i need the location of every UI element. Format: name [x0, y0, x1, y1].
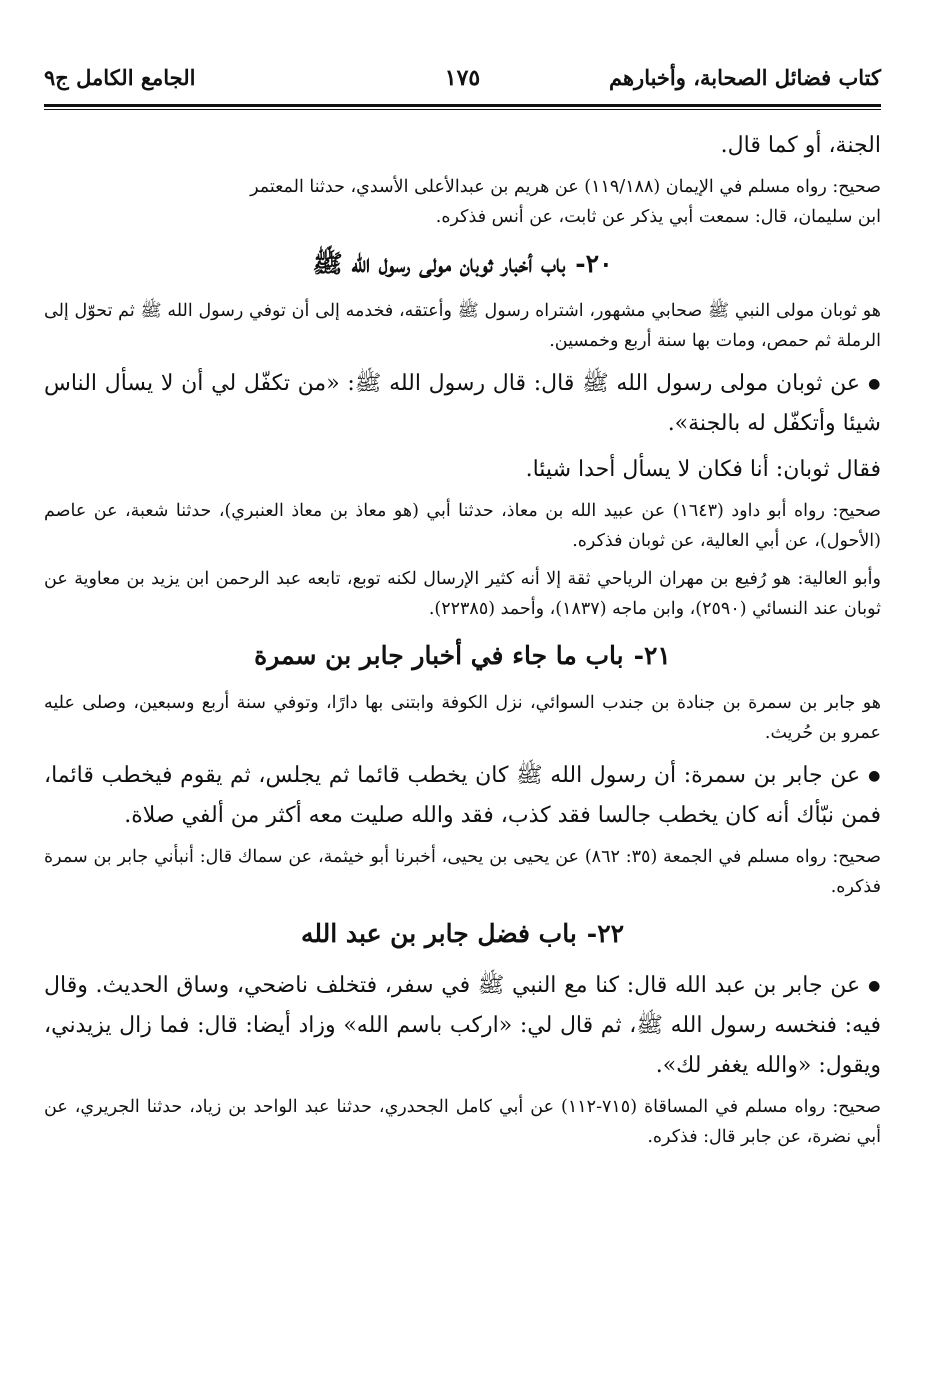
hadith-text: [44, 756, 881, 836]
page-header: [44, 58, 881, 98]
bullet-icon: ●: [868, 768, 882, 784]
biography-note: هو جابر بن سمرة بن جنادة بن جندب السوائي، نزل الكوفة وابتنى بها دارًا، وتوفي سنة أربع وسبعين، وصلى عليه عمرو بن حُريث.: [44, 693, 881, 743]
section-title: باب ما جاء في أخبار جابر بن سمرة: [254, 641, 624, 670]
header-rule: [44, 104, 881, 110]
section-heading: [44, 632, 881, 680]
section-heading: [44, 240, 881, 288]
hadith-continuation: فقال ثوبان: أنا فكان لا يسأل أحدا شيئا.: [525, 457, 881, 482]
section-title: باب أخبار ثوبان مولى رسول الله ﷺ: [312, 249, 566, 278]
takhrij-note: صحيح: رواه أبو داود (١٦٤٣) عن عبيد الله بن معاذ، حدثنا أبي (هو معاذ بن معاذ العنبري)، حدثنا شعبة، عن عاصم (الأحول)، عن أبي العالية، عن ثوبان فذكره.: [44, 501, 881, 551]
section-number: ٢٠-: [575, 249, 613, 278]
bullet-icon: ●: [868, 376, 882, 392]
section-number: ٢٢-: [586, 919, 625, 948]
book-page: [44, 58, 881, 1355]
hadith-body: عن ثوبان مولى رسول الله ﷺ قال: قال رسول الله ﷺ: «من تكفّل لي أن لا يسأل الناس شيئا وأتكفّل له بالجنة».: [44, 371, 881, 436]
section-title: باب فضل جابر بن عبد الله: [300, 919, 577, 948]
hadith-body: عن جابر بن سمرة: أن رسول الله ﷺ كان يخطب قائما ثم يجلس، ثم يقوم فيخطب قائما، فمن نبّأك أنه كان يخطب جالسا فقد كذب، فقد والله صليت معه أكثر من ألفي صلاة.: [44, 763, 881, 828]
section-number: ٢١-: [633, 641, 671, 670]
takhrij-line: صحيح: رواه مسلم في الإيمان (١١٩/١٨٨) عن هريم بن عبدالأعلى الأسدي، حدثنا المعتمر: [250, 177, 881, 197]
bullet-icon: ●: [868, 978, 882, 994]
commentary-note: وأبو العالية: هو رُفيع بن مهران الرياحي ثقة إلا أنه كثير الإرسال لكنه توبع، تابعه عبد الرحمن ابن يزيد بن معاوية عن ثوبان عند النسائي (٢٥٩٠)، وابن ماجه (١٨٣٧)، وأحمد (٢٢٣٨٥).: [44, 569, 881, 619]
page-number: ١٧٥: [444, 65, 481, 91]
biography-note: هو ثوبان مولى النبي ﷺ صحابي مشهور، اشتراه رسول ﷺ وأعتقه، فخدمه إلى أن توفي رسول الله ﷺ ثم تحوّل إلى الرملة ثم حمص، ومات بها سنة أربع وخمسين.: [44, 301, 881, 351]
takhrij-note: صحيح: رواه مسلم في الجمعة (٣٥: ٨٦٢) عن يحيى بن يحيى، أخبرنا أبو خيثمة، عن سماك قال: أنبأني جابر بن سمرة فذكره.: [44, 847, 881, 897]
hadith-text: [44, 364, 881, 444]
takhrij-note: صحيح: رواه مسلم في المساقاة (٧١٥-١١٢) عن أبي كامل الجحدري، حدثنا عبد الواحد بن زياد، حدثنا الجريري، عن أبي نضرة، عن جابر قال: فذكره.: [44, 1097, 882, 1147]
section-heading: [44, 910, 881, 958]
hadith-text: [44, 966, 881, 1086]
chapter-title: كتاب فضائل الصحابة، وأخبارهم: [609, 65, 881, 90]
takhrij-line: ابن سليمان، قال: سمعت أبي يذكر عن ثابت، عن أنس فذكره.: [435, 207, 881, 227]
takhrij-note: [44, 172, 881, 232]
book-title: الجامع الكامل ج٩: [44, 65, 196, 90]
continuation-text: الجنة، أو كما قال.: [720, 133, 881, 158]
hadith-body: عن جابر بن عبد الله قال: كنا مع النبي ﷺ في سفر، فتخلف ناضحي، وساق الحديث. وقال فيه: فنخسه رسول الله ﷺ، ثم قال لي: «اركب باسم الله» وزاد أيضا: قال: فما زال يزيدني، ويقول: «والله يغفر لك».: [44, 973, 881, 1078]
